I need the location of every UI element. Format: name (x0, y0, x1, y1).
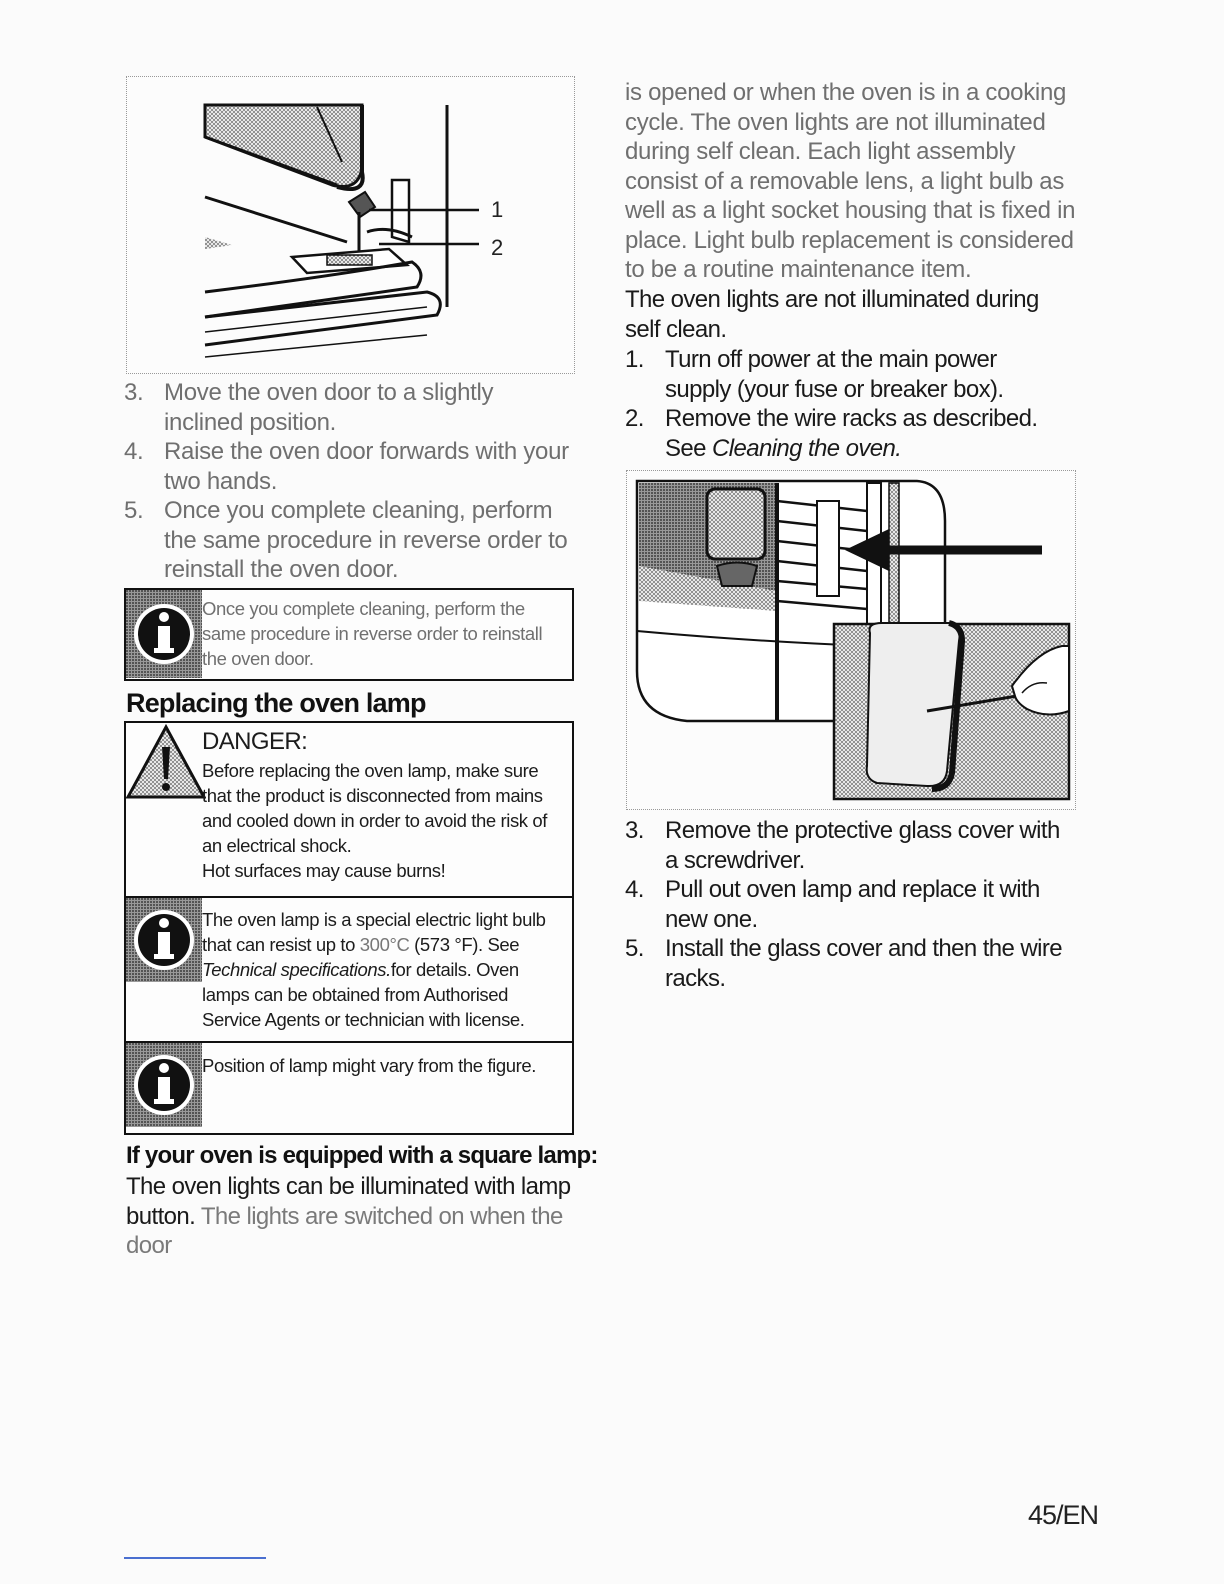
lamp-steps-b (625, 816, 1065, 993)
list-item (625, 404, 1065, 463)
step-number: 5. (124, 497, 144, 524)
step-text: Pull out oven lamp and replace it with new one. (665, 876, 1040, 933)
callout-1: 1 (491, 197, 504, 222)
self-clean-note: The oven lights are not illuminated during self clean. (625, 286, 1039, 343)
list-item (124, 378, 576, 437)
step-text: Once you complete cleaning, perform the same procedure in reverse order to reinstall the oven door. (164, 497, 568, 583)
tech-spec-ref: Technical specifications. (202, 959, 391, 980)
section-title: Replacing the oven lamp (126, 688, 426, 718)
step-number: 5. (625, 935, 644, 962)
list-item (625, 875, 1065, 934)
cleaning-oven-ref: Cleaning the oven. (711, 434, 902, 462)
step-number: 3. (625, 817, 644, 844)
position-note-box (124, 1041, 574, 1135)
step-number: 4. (124, 438, 144, 465)
list-item (625, 934, 1065, 993)
step-text: Move the oven door to a slightly inclined position. (164, 379, 494, 436)
lamp-temp-c: 300°C (359, 934, 410, 955)
danger-title: DANGER: (202, 728, 308, 755)
lamp-steps-a (625, 345, 1065, 463)
list-item (124, 437, 576, 496)
page-number: 45/EN (1028, 1500, 1099, 1530)
square-lamp-intro-light: The lights are switched on when the door (126, 1202, 563, 1259)
lamp-info-part3: for details. Oven lamps can be obtained from Authorised Service Agents or technician with license. (202, 959, 525, 1030)
step-number: 2. (625, 405, 644, 432)
footer-rule (124, 1557, 266, 1559)
danger-burn-warning: Hot surfaces may cause burns! (202, 860, 446, 881)
square-lamp-intro-dark: The oven lights can be illuminated with lamp button. (126, 1173, 571, 1230)
square-lamp-heading: If your oven is equipped with a square lamp: (126, 1142, 598, 1169)
step-text: Remove the wire racks as described. See (665, 405, 1038, 462)
list-item (124, 496, 576, 585)
info-note-text: Once you complete cleaning, perform the same procedure in reverse order to reinstall the oven door. (202, 598, 543, 669)
square-lamp-intro (126, 1172, 586, 1261)
lamp-info-text (202, 907, 566, 1032)
lamp-info-box (124, 896, 574, 1043)
list-item (625, 816, 1065, 875)
step-text: Raise the oven door forwards with your two hands. (164, 438, 569, 495)
door-hinge-figure (126, 76, 575, 374)
warning-icon (126, 723, 206, 808)
lamp-info-part1: The oven lamp is a special electric light bulb that can resist up to (202, 909, 546, 955)
door-steps-list (124, 378, 576, 585)
lamp-description: is opened or when the oven is in a cooking cycle. The oven lights are not illuminated during self clean. Each light assembly consist of a removable lens, a light bulb as well as a light socket housing that is fixed in place. Light bulb replacement is considered to be a routine maintenance item. (625, 79, 1076, 283)
info-note-box (124, 588, 574, 681)
step-number: 1. (625, 346, 644, 373)
step-number: 4. (625, 876, 644, 903)
info-icon (126, 1043, 202, 1132)
step-number: 3. (124, 379, 144, 406)
position-note-text: Position of lamp might vary from the figure. (202, 1055, 537, 1076)
lamp-info-part2: (573 °F). See (409, 934, 520, 955)
list-item (625, 345, 1065, 404)
danger-text: Before replacing the oven lamp, make sure that the product is disconnected from mains and cooled down in order to avoid the risk of an electrical shock. (202, 760, 548, 856)
step-text: Remove the protective glass cover with a screwdriver. (665, 817, 1060, 874)
step-text: Install the glass cover and then the wire racks. (665, 935, 1062, 992)
callout-2: 2 (491, 235, 504, 260)
lamp-cover-figure (626, 470, 1076, 810)
step-text: Turn off power at the main power supply (your fuse or breaker box). (665, 346, 1004, 403)
info-icon (126, 898, 202, 987)
danger-box (124, 721, 574, 898)
info-icon (126, 590, 202, 683)
